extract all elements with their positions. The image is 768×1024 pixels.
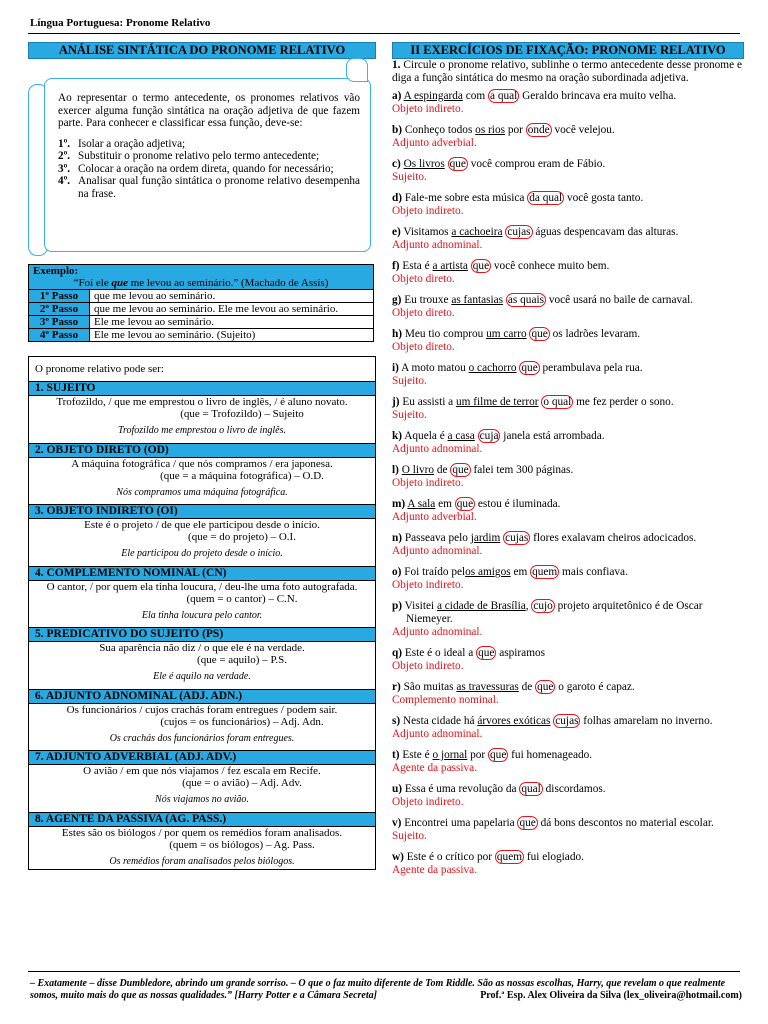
intro-text: Ao representar o termo antecedente, os pronomes relativos vão exercer alguma função sintática na oração adjetiva de que fazem parte. Para conhecer e classificar essa função, deve-se: — [58, 92, 360, 129]
function-line: Trofozildo, / que me emprestou o livro de inglês, / é aluno novato. — [56, 396, 348, 408]
exercise-item: i) A moto matou o cachorro que perambulava pela rua. Sujeito. — [392, 362, 742, 388]
relative-pronoun: que — [449, 158, 466, 170]
item-letter: e) — [392, 226, 401, 238]
step-item: 2º. Substituir o pronome relativo pelo termo antecedente; — [58, 150, 320, 162]
item-answer: Sujeito. — [392, 830, 427, 842]
item-letter: k) — [392, 430, 403, 442]
exercise-item: p) Visitei a cidade de Brasília, cujo projeto arquitetônico é de Oscar Niemeyer. Adjunto adnominal. — [392, 600, 742, 639]
antecedent: o cachorro — [468, 362, 517, 374]
item-answer: Objeto indireto. — [392, 796, 464, 808]
antecedent: jardim — [470, 532, 501, 544]
item-letter: a) — [392, 90, 402, 102]
footer-divider — [28, 971, 740, 972]
step-item: 3º. Colocar a oração na ordem direta, quando for necessário; — [58, 162, 334, 175]
item-letter: h) — [392, 328, 403, 340]
item-letter: o) — [392, 566, 402, 578]
exercise-item: f) Esta é a artista que você conhece muito bem. Objeto direto. — [392, 260, 742, 286]
item-letter: l) — [392, 464, 399, 476]
scroll-box — [28, 58, 373, 256]
item-letter: d) — [392, 192, 403, 204]
footer — [30, 978, 742, 1001]
exercise-list — [392, 59, 742, 877]
antecedent: o jornal — [432, 749, 468, 761]
exercise-item: n) Passeava pelo jardim cujas flores exalavam cheiros adocicados. Adjunto adnominal. — [392, 532, 742, 558]
functions-intro: O pronome relativo pode ser: — [35, 363, 164, 375]
exercise-item: d) Fale-me sobre esta música da qual você gosta tanto. Objeto indireto. — [392, 192, 742, 218]
function-line: O cantor, / por quem ela tinha loucura, / deu-lhe uma foto autografada. — [46, 580, 358, 593]
item-letter: j) — [392, 396, 400, 408]
function-example: Ele participou do projeto desde o início. — [121, 548, 283, 559]
table-row: 1º Passo que me levou ao seminário. — [29, 290, 374, 303]
item-letter: v) — [392, 817, 402, 829]
item-answer: Objeto direto. — [392, 341, 455, 353]
item-letter: g) — [392, 294, 402, 306]
relative-pronoun: cujas — [505, 532, 529, 544]
exercise-item: v) Encontrei uma papelaria que dá bons descontos no material escolar. Sujeito. — [392, 817, 742, 843]
antecedent: um carro — [486, 328, 527, 340]
item-letter: n) — [392, 532, 403, 544]
function-explanation: (que = do projeto) – O.I. — [188, 531, 296, 543]
item-letter: w) — [392, 851, 404, 863]
item-letter: f) — [392, 260, 400, 272]
relative-pronoun: onde — [527, 124, 550, 136]
item-answer: Objeto indireto. — [392, 660, 464, 672]
relative-pronoun: da qual — [529, 192, 563, 204]
item-letter: m) — [392, 498, 406, 510]
relative-pronoun: que — [456, 498, 474, 510]
function-explanation: (cujos = os funcionários) – Adj. Adn. — [160, 715, 324, 728]
example-header: Exemplo: “Foi ele que me levou ao seminário.” (Machado de Assis) — [29, 265, 374, 290]
item-letter: s) — [392, 715, 401, 727]
table-row: 2º Passo que me levou ao seminário. Ele me levou ao seminário. — [29, 303, 374, 316]
relative-pronoun: que — [531, 328, 548, 340]
function-title: 2. OBJETO DIRETO (OD) — [29, 443, 375, 458]
antecedent: árvores exóticas — [477, 715, 551, 727]
functions-list — [28, 356, 376, 870]
function-section — [29, 443, 375, 505]
header-divider — [28, 33, 740, 34]
function-line: Sua aparência não diz / o que ele é na verdade. — [99, 642, 305, 654]
function-section — [29, 627, 375, 689]
item-answer: Objeto indireto. — [392, 205, 464, 217]
relative-pronoun: que — [452, 464, 469, 476]
step-item: 4º. Analisar qual função sintática o pronome relativo desempenha na frase. — [58, 175, 360, 200]
exercise-item: m) A sala em que estou é iluminada. Adjunto adverbial. — [392, 498, 742, 524]
antecedent: os amigos — [465, 566, 511, 578]
table-row: 3º Passo Ele me levou ao seminário. — [29, 316, 374, 329]
item-letter: c) — [392, 158, 401, 170]
function-example: Os crachás dos funcionários foram entregues. — [109, 732, 295, 744]
item-letter: q) — [392, 647, 403, 659]
antecedent: as travessuras — [456, 681, 519, 693]
item-letter: p) — [392, 600, 403, 612]
function-title: 4. COMPLEMENTO NOMINAL (CN) — [29, 566, 375, 581]
relative-pronoun: cujas — [507, 226, 531, 238]
antecedent: as fantasias — [451, 294, 504, 306]
function-example: Trofozildo me emprestou o livro de inglês. — [117, 425, 287, 436]
function-title: 5. PREDICATIVO DO SUJEITO (PS) — [29, 627, 375, 642]
function-section — [29, 812, 375, 874]
exercise-item: o) Foi traído pelos amigos em quem mais confiava. Objeto indireto. — [392, 566, 742, 592]
exercise-item: s) Nesta cidade há árvores exóticas cujas folhas amarelam no inverno. Adjunto adnominal. — [392, 715, 742, 741]
function-example: Ele é aquilo na verdade. — [153, 671, 251, 682]
antecedent: O livro — [401, 464, 435, 476]
relative-pronoun: que — [521, 362, 538, 374]
step-item: 1º. Isolar a oração adjetiva; — [58, 137, 186, 150]
function-section — [29, 750, 375, 812]
antecedent: um filme de terror — [456, 396, 539, 408]
antecedent: os rios — [475, 124, 505, 136]
function-explanation: (que = o avião) – Adj. Adv. — [182, 777, 302, 789]
right-section-title: II EXERCÍCIOS DE FIXAÇÃO: PRONOME RELATIVO — [392, 42, 744, 59]
exercise-instruction: 1. Circule o pronome relativo, sublinhe o termo antecedente desse pronome e diga a função sintática do mesmo na oração subordinada adjetiva. — [392, 59, 742, 84]
scroll-content — [58, 92, 360, 200]
item-answer: Objeto indireto. — [392, 477, 464, 489]
function-section — [29, 689, 375, 751]
relative-pronoun: o qual — [543, 396, 572, 408]
function-title: 1. SUJEITO — [29, 381, 375, 396]
relative-pronoun: cuja — [479, 430, 499, 442]
function-example: Nós compramos uma máquina fotográfica. — [116, 486, 288, 498]
exercise-item: c) Os livros que você comprou eram de Fábio. Sujeito. — [392, 158, 742, 184]
item-answer: Agente da passiva. — [392, 864, 478, 876]
relative-pronoun: cujas — [555, 715, 579, 727]
page-header-title: Língua Portuguesa: Pronome Relativo — [30, 17, 211, 29]
item-letter: i) — [392, 362, 399, 374]
relative-pronoun: que — [472, 260, 490, 272]
relative-pronoun: as quais — [507, 294, 544, 306]
item-answer: Complemento nominal. — [392, 694, 499, 706]
function-title: 6. ADJUNTO ADNOMINAL (ADJ. ADN.) — [29, 689, 375, 704]
item-answer: Sujeito. — [392, 375, 427, 387]
relative-pronoun: quem — [532, 566, 558, 578]
antecedent: a artista — [432, 260, 468, 272]
item-answer: Adjunto adnominal. — [392, 545, 483, 557]
item-answer: Adjunto adnominal. — [392, 239, 483, 251]
function-line: Este é o projeto / de que ele participou desde o início. — [84, 519, 320, 531]
exercise-item: g) Eu trouxe as fantasias as quais você usará no baile de carnaval. Objeto direto. — [392, 294, 742, 320]
function-section — [29, 504, 375, 566]
exercise-item: k) Aquela é a casa cuja janela está arrombada. Adjunto adnominal. — [392, 430, 742, 456]
antecedent: a cachoeira — [451, 226, 503, 238]
item-answer: Sujeito. — [392, 409, 427, 421]
item-answer: Objeto indireto. — [392, 103, 464, 115]
relative-pronoun: qual — [521, 783, 541, 795]
exercise-item: e) Visitamos a cachoeira cujas águas despencavam das alturas. Adjunto adnominal. — [392, 226, 742, 252]
exercise-item: t) Este é o jornal por que fui homenageado. Agente da passiva. — [392, 749, 742, 775]
exercise-item: u) Essa é uma revolução da qual discordamos. Objeto indireto. — [392, 783, 742, 809]
item-answer: Objeto indireto. — [392, 579, 464, 591]
item-letter: t) — [392, 749, 400, 761]
antecedent: A espingarda — [403, 90, 463, 102]
item-letter: r) — [392, 681, 401, 693]
relative-pronoun: a qual — [490, 90, 518, 102]
exercise-item: q) Este é o ideal a que aspiramos Objeto indireto. — [392, 647, 742, 673]
item-answer: Adjunto adverbial. — [392, 511, 477, 523]
function-explanation: (que = Trofozildo) – Sujeito — [180, 408, 304, 420]
exercise-item: r) São muitas as travessuras de que o garoto é capaz. Complemento nominal. — [392, 681, 742, 707]
exercise-item: l) O livro de que falei tem 300 páginas. Objeto indireto. — [392, 464, 742, 490]
item-answer: Adjunto adnominal. — [392, 626, 483, 638]
antecedent: A sala — [407, 498, 436, 510]
relative-pronoun: que — [490, 749, 507, 761]
function-explanation: (que = aquilo) – P.S. — [197, 654, 287, 666]
item-answer: Sujeito. — [392, 171, 427, 183]
antecedent: a casa — [447, 430, 475, 442]
function-line: A máquina fotográfica / que nós compramos / era japonesa. — [71, 457, 333, 470]
relative-pronoun: que — [478, 647, 495, 659]
item-answer: Agente da passiva. — [392, 762, 478, 774]
function-example: Ela tinha loucura pelo cantor. — [141, 609, 263, 621]
function-line: O avião / em que nós viajamos / fez escala em Recife. — [83, 765, 321, 777]
footer-author: Prof.ª Esp. Alex Oliveira da Silva (lex_oliveira@hotmail.com) — [480, 989, 742, 1001]
item-answer: Adjunto adnominal. — [392, 443, 483, 455]
function-line: Estes são os biólogos / por quem os remédios foram analisados. — [61, 826, 343, 839]
exercise-item: b) Conheço todos os rios por onde você velejou. Adjunto adverbial. — [392, 124, 742, 150]
function-section — [29, 381, 375, 443]
relative-pronoun: cujo — [533, 600, 553, 612]
function-line: Os funcionários / cujos crachás foram entregues / podem sair. — [66, 703, 338, 716]
item-letter: b) — [392, 124, 403, 136]
scroll-roll-top-icon — [346, 58, 368, 82]
antecedent: Os livros — [403, 158, 445, 170]
relative-pronoun: quem — [496, 851, 523, 863]
footer-quote: – Exatamente – disse Dumbledore, abrindo um grande sorriso. – O que o faz muito diferente de Tom Riddle. São as nossas escolhas, Harry, que revelam o que realmente — [30, 978, 726, 989]
function-section — [29, 566, 375, 628]
item-answer: Adjunto adnominal. — [392, 728, 483, 740]
exercise-item: w) Este é o crítico por quem fui elogiado. Agente da passiva. — [392, 851, 742, 877]
function-example: Nós viajamos no avião. — [155, 794, 249, 805]
item-answer: Adjunto adverbial. — [392, 137, 477, 149]
relative-pronoun: que — [519, 817, 536, 829]
function-title: 3. OBJETO INDIRETO (OI) — [29, 504, 375, 519]
function-example: Os remédios foram analisados pelos biólogos. — [109, 855, 295, 867]
left-section-title: ANÁLISE SINTÁTICA DO PRONOME RELATIVO — [28, 42, 376, 59]
item-answer: Objeto direto. — [392, 273, 455, 285]
relative-pronoun: que — [537, 681, 554, 693]
function-explanation: (quem = os biólogos) – Ag. Pass. — [169, 838, 315, 851]
exercise-item: a) A espingarda com a qual Geraldo brincava era muito velha. Objeto indireto. — [392, 90, 742, 116]
function-title: 7. ADJUNTO ADVERBIAL (ADJ. ADV.) — [29, 750, 375, 765]
item-answer: Objeto direto. — [392, 307, 455, 319]
exercise-item: j) Eu assisti a um filme de terror o qual me fez perder o sono. Sujeito. — [392, 396, 742, 422]
footer-quote-end: somos, muito mais do que as nossas qualidades.” [Harry Potter e a Câmara Secreta] — [30, 989, 377, 1001]
table-row: 4º Passo Ele me levou ao seminário. (Sujeito) — [29, 329, 374, 342]
function-explanation: (que = a máquina fotográfica) – O.D. — [160, 469, 324, 482]
steps-list — [58, 138, 360, 201]
exercise-item: h) Meu tio comprou um carro que os ladrões levaram. Objeto direto. — [392, 328, 742, 354]
function-explanation: (quem = o cantor) – C.N. — [186, 592, 298, 605]
example-table — [28, 264, 374, 342]
item-letter: u) — [392, 783, 403, 795]
function-title: 8. AGENTE DA PASSIVA (AG. PASS.) — [29, 812, 375, 827]
antecedent: a cidade de Brasília — [436, 600, 526, 612]
